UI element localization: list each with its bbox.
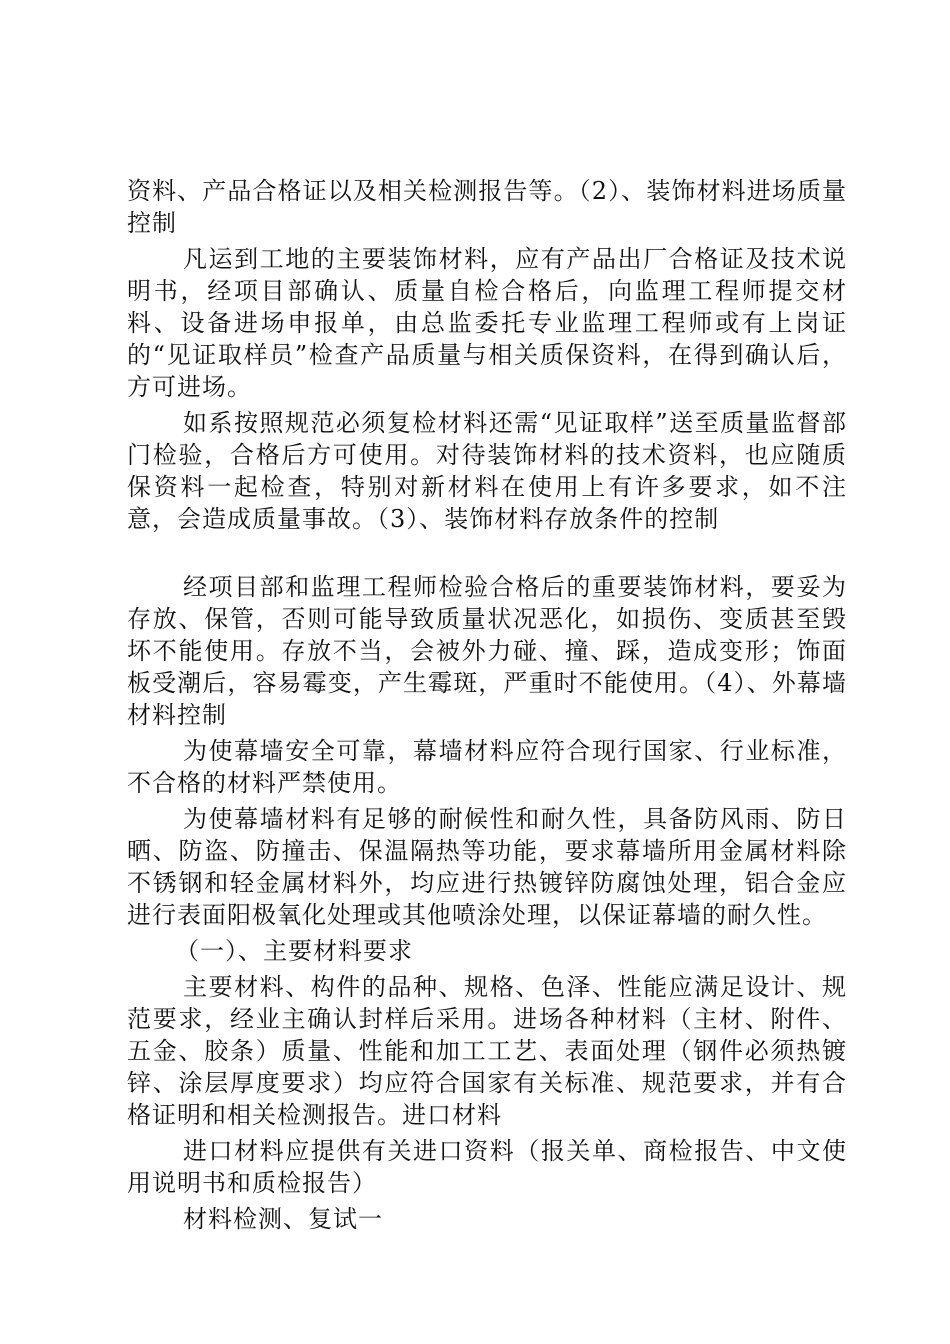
section-heading: （一）、主要材料要求 xyxy=(175,937,413,965)
paragraph-2: 凡运到工地的主要装饰材料，应有产品出厂合格证及技术说明书，经项目部确认、质量自检合格后，向监理工程师提交材料、设备进场申报单，由总监委托专业监理工程师或有上岗证的“见证取样员”检查产品质量与相关质保资料，在得到确认后，方可进场。 xyxy=(127,245,847,401)
paragraph-3: 如系按照规范必须复检材料还需“见证取样”送至质量监督部门检验，合格后方可使用。对待装饰材料的技术资料，也应随质保资料一起检查，特别对新材料在使用上有许多要求，如不注意，会造成质量事故。（3）、装饰材料存放条件的控制 xyxy=(127,409,847,533)
document-body xyxy=(127,175,847,1239)
paragraph-7: 主要材料、构件的品种、规格、色泽、性能应满足设计、规范要求，经业主确认封样后采用。进场各种材料（主材、附件、五金、胶条）质量、性能和加工工艺、表面处理（钢件必须热镀锌、涂层厚度要求）均应符合国家有关标准、规范要求，并有合格证明和相关检测报告。进口材料 xyxy=(127,973,847,1129)
paragraph-8: 进口材料应提供有关进口资料（报关单、商检报告、中文使用说明书和质检报告） xyxy=(127,1137,847,1197)
paragraph-1: 资料、产品合格证以及相关检测报告等。（2）、装饰材料进场质量控制 xyxy=(127,177,847,237)
paragraph-9: 材料检测、复试一 xyxy=(183,1205,383,1233)
paragraph-5: 为使幕墙安全可靠，幕墙材料应符合现行国家、行业标准，不合格的材料严禁使用。 xyxy=(127,737,847,797)
paragraph-6: 为使幕墙材料有足够的耐候性和耐久性，具备防风雨、防日晒、防盗、防撞击、保温隔热等功能，要求幕墙所用金属材料除不锈钢和轻金属材料外，均应进行热镀锌防腐蚀处理，铝合金应进行表面阳极氧化处理或其他喷涂处理，以保证幕墙的耐久性。 xyxy=(127,805,847,929)
paragraph-4: 经项目部和监理工程师检验合格后的重要装饰材料，要妥为存放、保管，否则可能导致质量状况恶化，如损伤、变质甚至毁坏不能使用。存放不当，会被外力碰、撞、踩，造成变形；饰面板受潮后，容易霉变，产生霉斑，严重时不能使用。（4）、外幕墙材料控制 xyxy=(127,573,847,729)
